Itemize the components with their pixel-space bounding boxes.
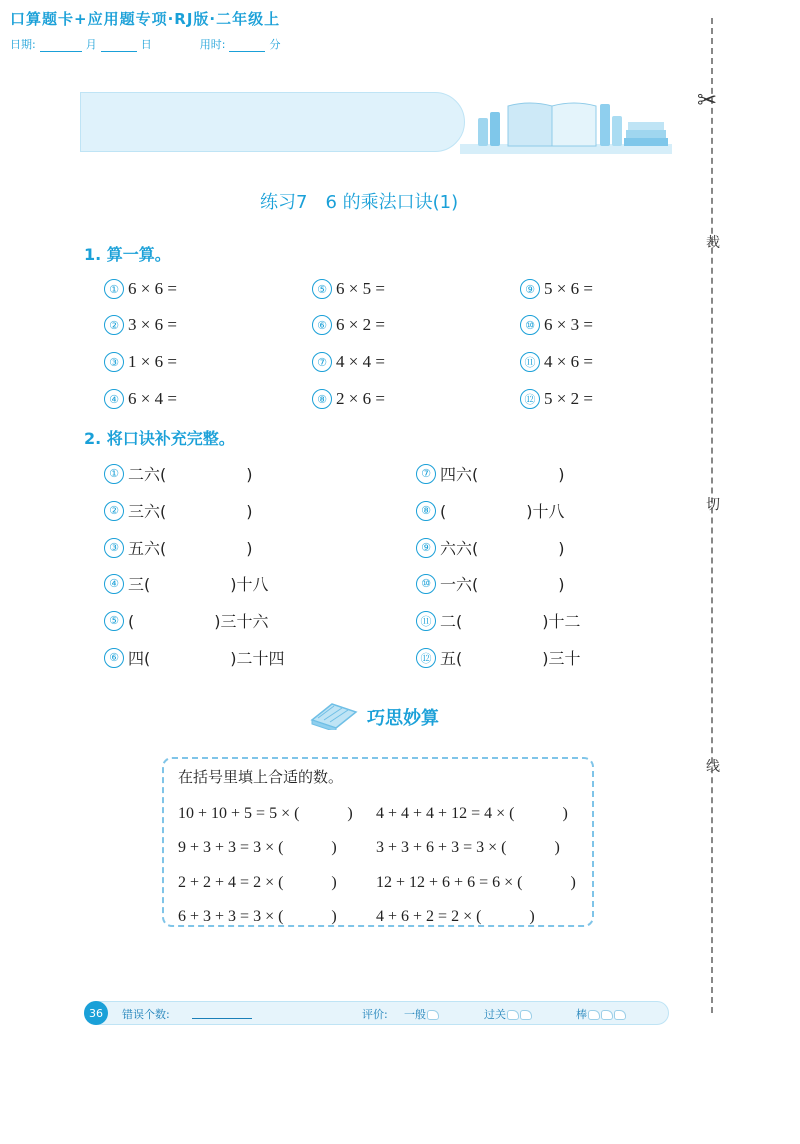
expression: 5 × 6 = [544, 279, 593, 298]
rhyme: 五( )三十 [440, 649, 581, 668]
item-number: ③ [104, 538, 124, 558]
rating-pass-label: 过关 [484, 1008, 506, 1021]
item-number: ⑧ [416, 501, 436, 521]
rating-ok[interactable] [404, 1006, 439, 1022]
q1-item-3 [104, 352, 177, 372]
rhyme: 三( )十八 [128, 575, 269, 594]
rhyme: 四( )二十四 [128, 649, 285, 668]
scissors-icon: ✂ [697, 86, 718, 114]
q2-item-3 [104, 536, 253, 559]
q1-item-8 [312, 389, 385, 409]
q2-item-2 [104, 499, 253, 522]
item-number: ① [104, 464, 124, 484]
q1-item-4 [104, 389, 177, 409]
expression: 4 × 6 = [544, 352, 593, 371]
item-number: ⑪ [416, 611, 436, 631]
item-number: ② [104, 501, 124, 521]
item-number: ⑦ [312, 352, 332, 372]
challenge-instruction: 在括号里填上合适的数。 [178, 768, 344, 786]
rhyme: 五六( ) [128, 539, 253, 558]
section-title: 练习7 6 的乘法口诀(1) [260, 192, 459, 213]
item-number: ② [104, 315, 124, 335]
equation-3: 9 + 3 + 3 = 3 × ( ) [178, 839, 337, 856]
expression: 6 × 6 = [128, 279, 177, 298]
rating-ok-label: 一般 [404, 1008, 426, 1021]
book-title: 口算题卡+应用题专项·RJ版·二年级上 [10, 10, 281, 28]
rhyme: 三六( ) [128, 502, 253, 521]
cut-line [711, 18, 713, 1013]
item-number: ⑨ [416, 538, 436, 558]
day-blank[interactable] [101, 40, 137, 52]
rhyme: 六六( ) [440, 539, 565, 558]
q1-item-7 [312, 352, 385, 372]
month-label: 月 [85, 38, 97, 51]
q2-item-4 [104, 572, 269, 595]
challenge-title: 巧思妙算 [367, 708, 439, 729]
q1-item-11 [520, 352, 593, 372]
rating-label: 评价: [362, 1008, 388, 1021]
q1-item-1 [104, 279, 177, 299]
equation-1: 10 + 10 + 5 = 5 × ( ) [178, 805, 353, 822]
day-label: 日 [140, 38, 152, 51]
item-number: ⑫ [520, 389, 540, 409]
equation-2: 4 + 4 + 4 + 12 = 4 × ( ) [376, 805, 568, 822]
q2-item-9 [416, 536, 565, 559]
time-label: 用时: [199, 38, 226, 51]
cut-label-1: 裁 [706, 235, 720, 251]
q1-item-12 [520, 389, 593, 409]
item-number: ⑩ [416, 574, 436, 594]
item-number: ⑩ [520, 315, 540, 335]
cut-label-2: 切 [706, 497, 720, 513]
page-number: 36 [84, 1001, 108, 1025]
item-number: ⑪ [520, 352, 540, 372]
q1-item-2 [104, 315, 177, 335]
item-number: ⑫ [416, 648, 436, 668]
q1-item-6 [312, 315, 385, 335]
header-banner [80, 92, 465, 152]
rating-pass[interactable] [484, 1006, 532, 1022]
question-1-heading: 1. 算一算。 [84, 245, 171, 264]
rhyme: 一六( ) [440, 575, 565, 594]
q2-item-10 [416, 572, 565, 595]
thumb-icon [588, 1010, 600, 1020]
books-illustration [460, 96, 672, 154]
thumb-icon [507, 1010, 519, 1020]
equation-7: 6 + 3 + 3 = 3 × ( ) [178, 908, 337, 925]
expression: 6 × 5 = [336, 279, 385, 298]
thumb-icon [427, 1010, 439, 1020]
expression: 4 × 4 = [336, 352, 385, 371]
item-number: ① [104, 279, 124, 299]
item-number: ⑧ [312, 389, 332, 409]
q2-item-1 [104, 462, 253, 485]
item-number: ⑦ [416, 464, 436, 484]
expression: 3 × 6 = [128, 315, 177, 334]
item-number: ④ [104, 574, 124, 594]
thumb-icon [614, 1010, 626, 1020]
q1-item-9 [520, 279, 593, 299]
equation-8: 4 + 6 + 2 = 2 × ( ) [376, 908, 535, 925]
item-number: ⑥ [312, 315, 332, 335]
rhyme: ( )十八 [440, 502, 565, 521]
item-number: ④ [104, 389, 124, 409]
q1-item-5 [312, 279, 385, 299]
equation-6: 12 + 12 + 6 + 6 = 6 × ( ) [376, 874, 576, 891]
expression: 1 × 6 = [128, 352, 177, 371]
q2-item-11 [416, 609, 581, 632]
date-label: 日期: [10, 38, 36, 51]
q2-item-12 [416, 646, 581, 669]
rhyme: 二六( ) [128, 465, 253, 484]
q2-item-5 [104, 609, 269, 632]
item-number: ⑨ [520, 279, 540, 299]
expression: 5 × 2 = [544, 389, 593, 408]
time-blank[interactable] [229, 40, 265, 52]
item-number: ⑤ [104, 611, 124, 631]
item-number: ③ [104, 352, 124, 372]
q1-item-10 [520, 315, 593, 335]
date-blank[interactable] [40, 40, 82, 52]
item-number: ⑥ [104, 648, 124, 668]
date-time-line [10, 36, 280, 52]
rhyme: 二( )十二 [440, 612, 581, 631]
equation-4: 3 + 3 + 6 + 3 = 3 × ( ) [376, 839, 560, 856]
q2-item-6 [104, 646, 285, 669]
q2-item-7 [416, 462, 565, 485]
minute-label: 分 [269, 38, 281, 51]
rating-great-label: 棒 [576, 1008, 587, 1021]
expression: 6 × 3 = [544, 315, 593, 334]
expression: 2 × 6 = [336, 389, 385, 408]
cut-label-3: 线 [706, 759, 720, 775]
book-icon [308, 698, 360, 730]
thumb-icon [601, 1010, 613, 1020]
thumb-icon [520, 1010, 532, 1020]
errors-blank[interactable] [192, 1018, 252, 1019]
equation-5: 2 + 2 + 4 = 2 × ( ) [178, 874, 337, 891]
errors-label: 错误个数: [122, 1008, 170, 1021]
rhyme: ( )三十六 [128, 612, 269, 631]
expression: 6 × 4 = [128, 389, 177, 408]
question-2-heading: 2. 将口诀补充完整。 [84, 429, 235, 448]
expression: 6 × 2 = [336, 315, 385, 334]
rating-great[interactable] [576, 1006, 626, 1022]
rhyme: 四六( ) [440, 465, 565, 484]
item-number: ⑤ [312, 279, 332, 299]
q2-item-8 [416, 499, 565, 522]
